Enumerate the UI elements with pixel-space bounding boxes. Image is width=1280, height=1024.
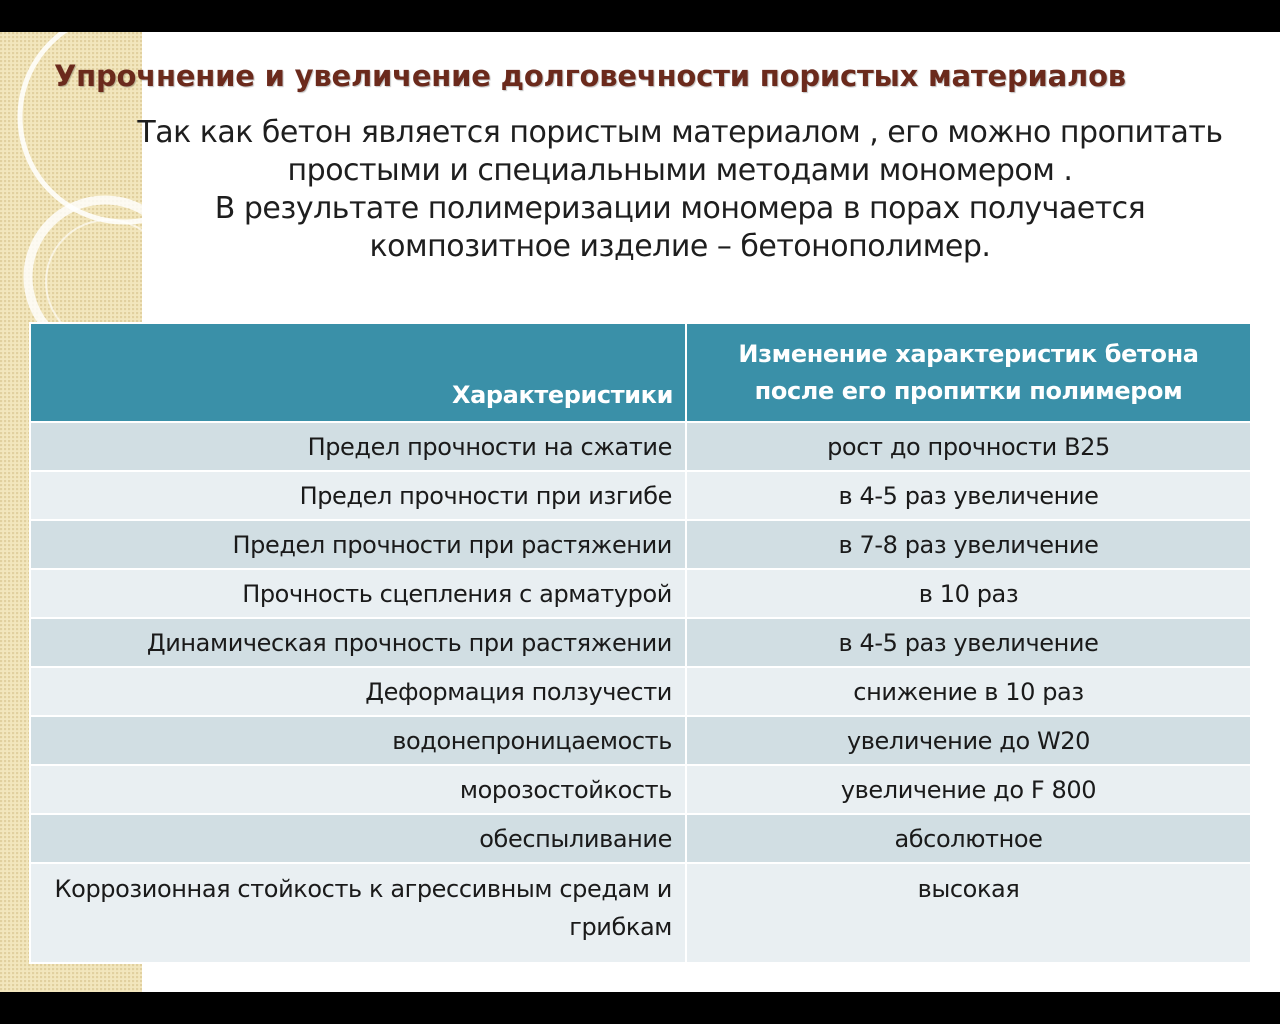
intro-line: композитное изделие – бетонополимер. — [369, 229, 991, 264]
slide — [0, 32, 1280, 992]
change-cell: рост до прочности В25 — [686, 422, 1251, 471]
characteristic-cell: морозостойкость — [30, 765, 686, 814]
characteristic-cell: водонепроницаемость — [30, 716, 686, 765]
intro-line: Так как бетон является пористым материалом , его можно пропитать — [137, 115, 1223, 150]
characteristic-cell: Предел прочности при изгибе — [30, 471, 686, 520]
table-row — [30, 765, 1251, 814]
table-row — [30, 618, 1251, 667]
change-cell: увеличение до W20 — [686, 716, 1251, 765]
change-cell: в 7-8 раз увеличение — [686, 520, 1251, 569]
table-row — [30, 471, 1251, 520]
change-cell: абсолютное — [686, 814, 1251, 863]
change-cell: в 4-5 раз увеличение — [686, 471, 1251, 520]
characteristic-cell: Деформация ползучести — [30, 667, 686, 716]
characteristic-cell: обеспыливание — [30, 814, 686, 863]
table-row — [30, 569, 1251, 618]
characteristic-cell: Коррозионная стойкость к агрессивным средам и грибкам — [30, 863, 686, 963]
table-row — [30, 422, 1251, 471]
change-cell: снижение в 10 раз — [686, 667, 1251, 716]
intro-line: простыми и специальными методами мономером . — [287, 153, 1073, 188]
characteristic-cell: Предел прочности на сжатие — [30, 422, 686, 471]
table-header-row — [30, 323, 1251, 422]
properties-table — [29, 322, 1252, 964]
characteristic-cell: Динамическая прочность при растяжении — [30, 618, 686, 667]
intro-paragraph — [80, 114, 1280, 266]
change-cell: увеличение до F 800 — [686, 765, 1251, 814]
table-row — [30, 520, 1251, 569]
change-cell: в 4-5 раз увеличение — [686, 618, 1251, 667]
table-row — [30, 716, 1251, 765]
table-row — [30, 667, 1251, 716]
table-row — [30, 814, 1251, 863]
characteristic-cell: Предел прочности при растяжении — [30, 520, 686, 569]
change-cell: в 10 раз — [686, 569, 1251, 618]
characteristic-cell: Прочность сцепления с арматурой — [30, 569, 686, 618]
column-header-characteristics: Характеристики — [30, 323, 686, 422]
table-row — [30, 863, 1251, 963]
intro-line: В результате полимеризации мономера в порах получается — [214, 191, 1146, 226]
column-header-change: Изменение характеристик бетона после его пропитки полимером — [686, 323, 1251, 422]
slide-title: Упрочнение и увеличение долговечности пористых материалов — [54, 59, 1126, 93]
change-cell: высокая — [686, 863, 1251, 963]
